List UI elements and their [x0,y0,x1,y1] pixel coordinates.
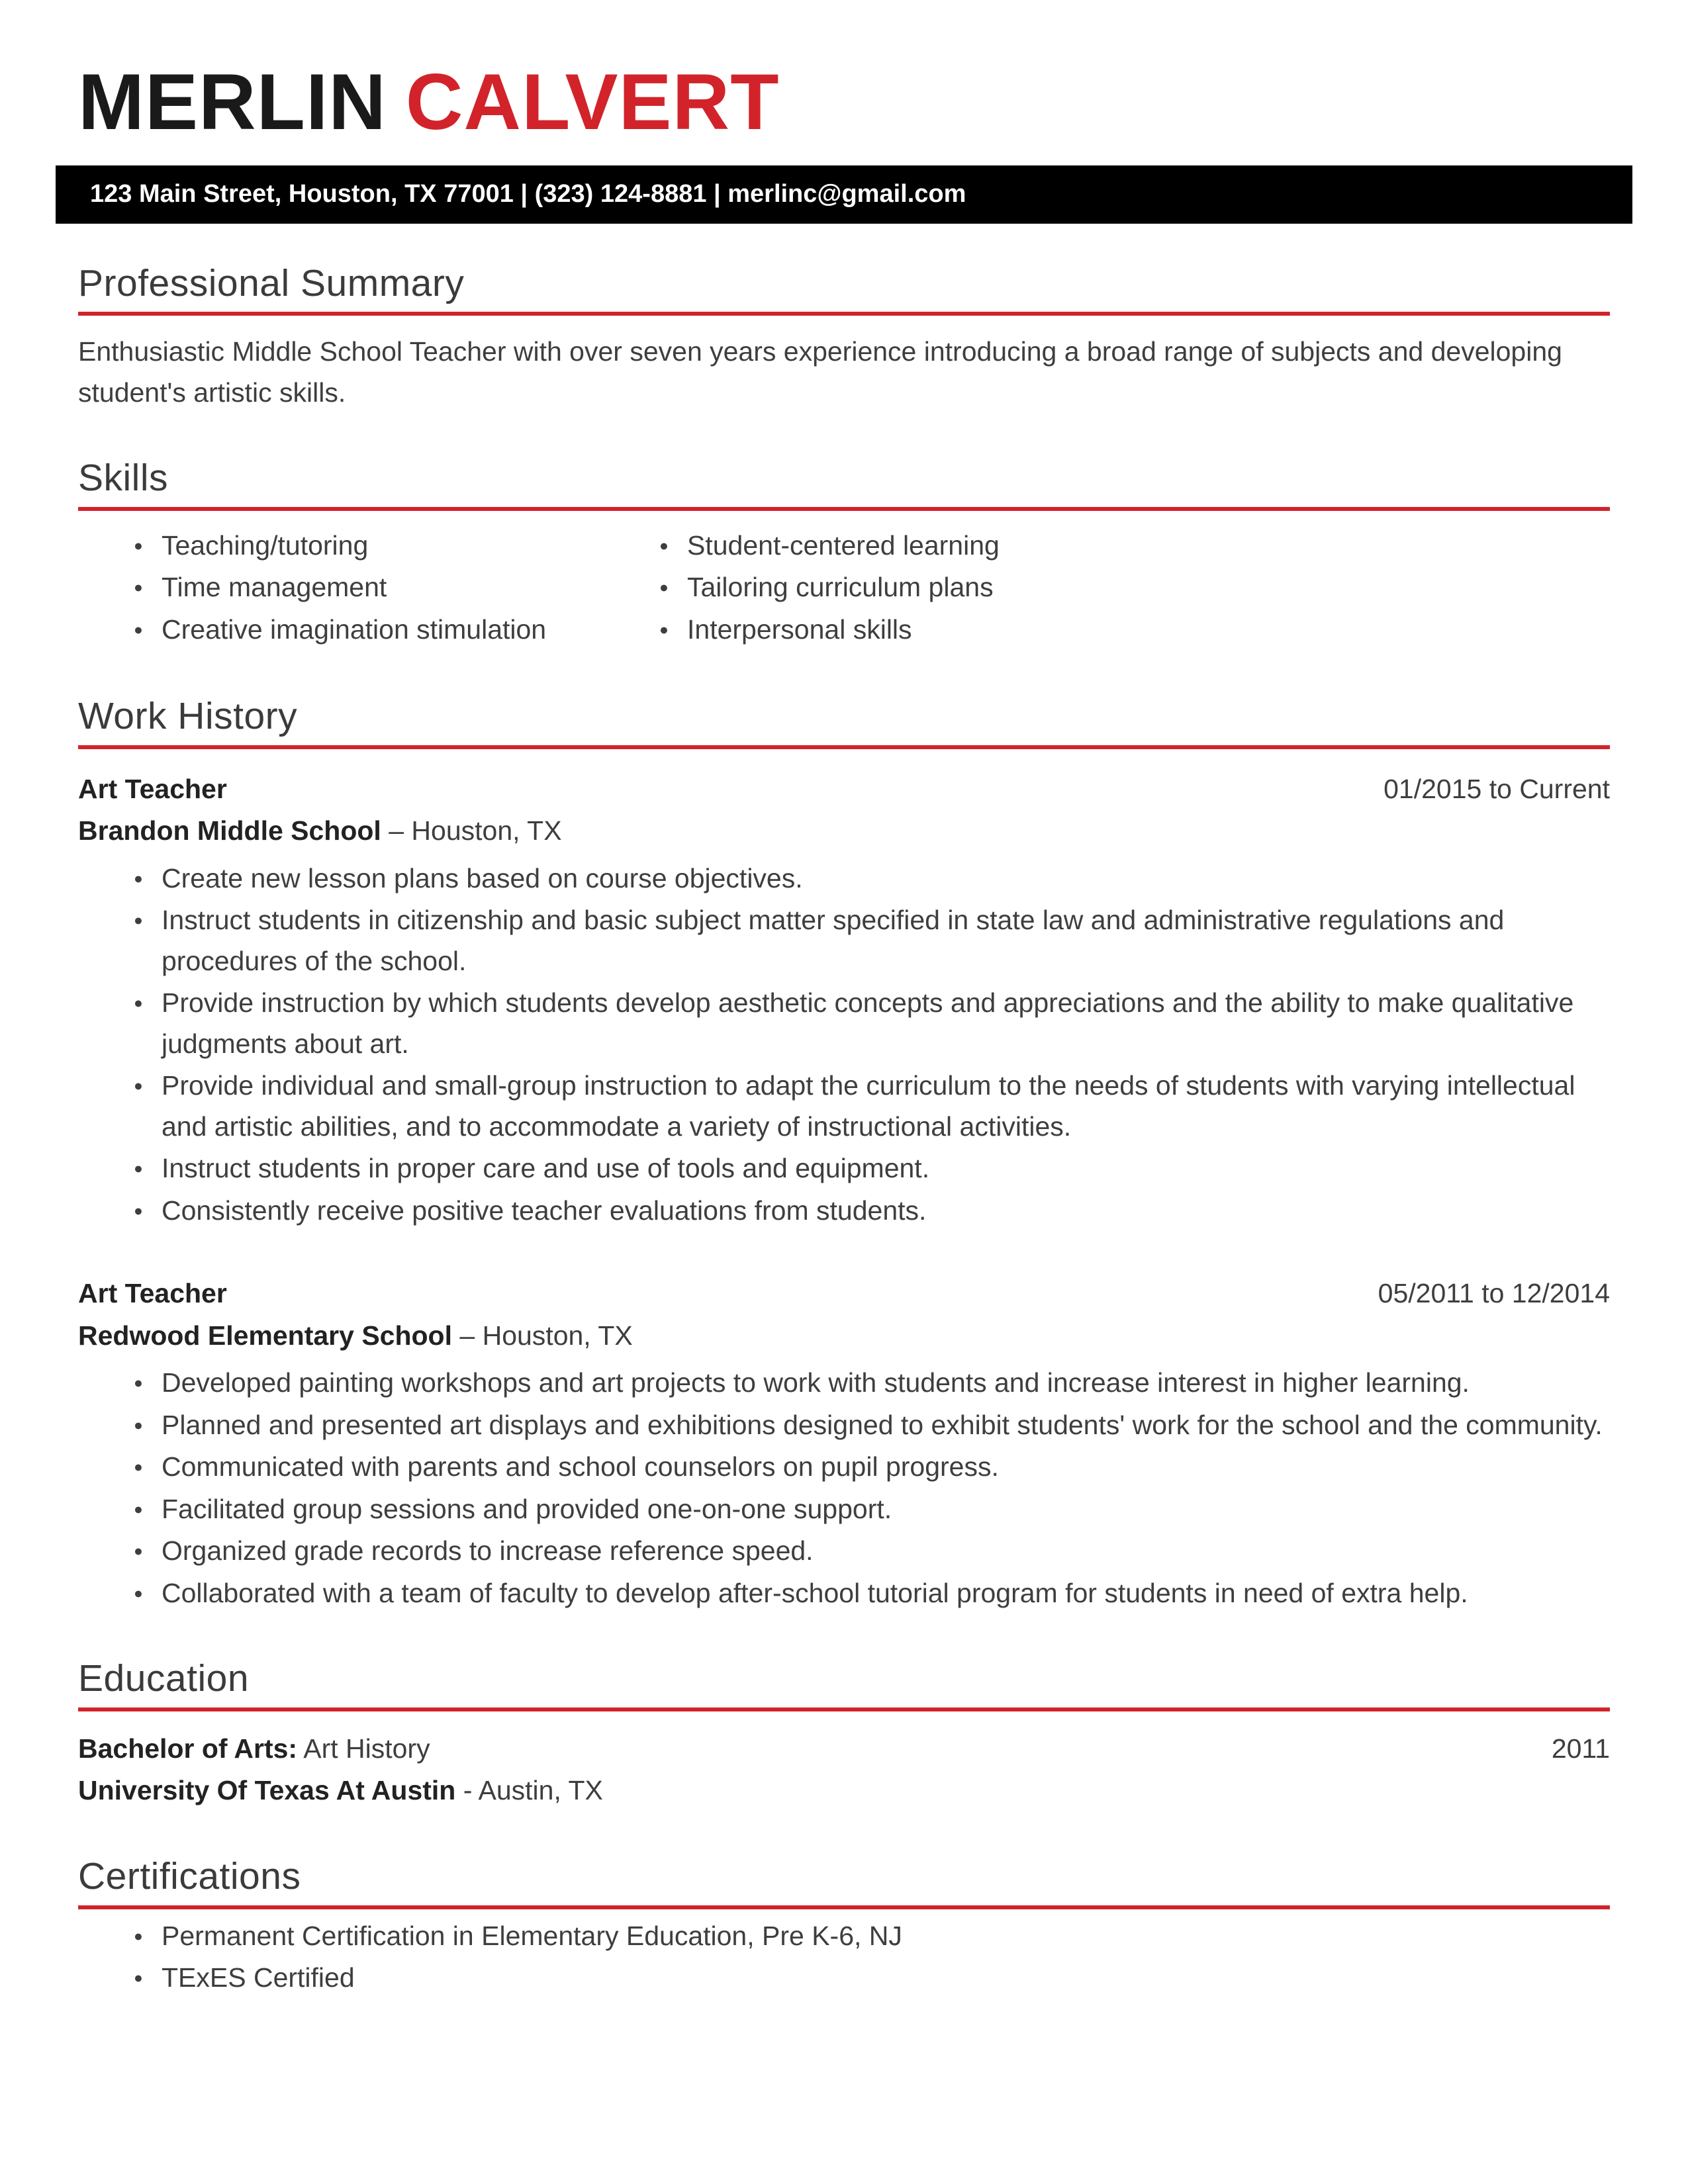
job-entry [78,769,1610,1232]
skills-grid [78,524,1610,652]
job-bullet: ● Instruct students in citizenship and basic subject matter specified in state law and administrative regulations and procedures of the school. [130,900,1610,981]
bullet-icon [130,1489,162,1530]
job-bullet: ● Planned and presented art displays and exhibitions designed to exhibit students' work for the school and the community. [130,1405,1610,1446]
bullet-icon [130,1066,162,1147]
section-title-education: Education [78,1657,1610,1711]
job-bullet: ● Organized grade records to increase reference speed. [130,1531,1610,1572]
education-degree-line [78,1729,1610,1770]
skill-item: ● Tailoring curriculum plans [655,567,1610,608]
contact-bar [56,165,1632,224]
job-title: Art Teacher [78,1278,227,1309]
job-bullet: ● Provide instruction by which students develop aesthetic concepts and appreciations and the ability to make qualitative judgments about art. [130,983,1610,1064]
contact-info: 123 Main Street, Houston, TX 77001 | (323) 124-8881 | merlinc@gmail.com [90,180,966,208]
bullet-icon [130,1405,162,1446]
bullet-icon [130,900,162,981]
bullet-icon [130,1531,162,1572]
school-name: University Of Texas At Austin [78,1775,456,1806]
bullet-icon [130,567,162,608]
degree-line-left [78,1729,430,1770]
skill-item: ● Creative imagination stimulation [130,610,655,651]
job-header [78,769,1610,810]
job-bullet: ● Developed painting workshops and art projects to work with students and increase interest in higher learning. [130,1363,1610,1404]
bullet-icon [130,983,162,1064]
skills-column-1 [78,524,655,652]
employer-line [78,1316,1610,1357]
skill-item: ● Interpersonal skills [655,610,1610,651]
job-title: Art Teacher [78,773,227,804]
job-entry [78,1273,1610,1614]
skill-item: ● Teaching/tutoring [130,525,655,567]
bullet-icon [130,1958,162,1999]
skill-item: ● Time management [130,567,655,608]
bullet-icon [130,1148,162,1189]
certification-item: ● TExES Certified [130,1958,1610,1999]
school-location: - Austin, TX [455,1775,603,1806]
job-dates: 05/2011 to 12/2014 [1378,1278,1610,1309]
bullet-icon [130,610,162,651]
bullet-icon [130,1191,162,1232]
job-bullet: ● Create new lesson plans based on course objectives. [130,858,1610,899]
section-title-summary: Professional Summary [78,262,1610,316]
bullet-icon [130,1447,162,1488]
candidate-first-name: MERLIN [78,58,387,146]
section-title-work-history: Work History [78,695,1610,749]
education-school-line [78,1770,1610,1811]
section-title-skills: Skills [78,457,1610,511]
bullet-icon [130,1363,162,1404]
job-dates: 01/2015 to Current [1383,773,1610,804]
job-bullet: ● Provide individual and small-group instruction to adapt the curriculum to the needs of students with varying intellectual and artistic abilities, and to accommodate a variety of instructional activities. [130,1066,1610,1147]
bullet-icon [655,525,687,567]
bullet-icon [130,1916,162,1957]
graduation-year: 2011 [1551,1733,1610,1764]
degree-field: Art History [297,1733,430,1764]
bullet-icon [655,567,687,608]
summary-text: Enthusiastic Middle School Teacher with over seven years experience introducing a broad range of subjects and developing student's artistic skills. [78,336,1562,408]
degree-name: Bachelor of Arts: [78,1733,298,1764]
job-header [78,1273,1610,1314]
job-bullet: ● Consistently receive positive teacher evaluations from students. [130,1191,1610,1232]
bullet-icon [130,525,162,567]
job-bullet: ● Collaborated with a team of faculty to develop after-school tutorial program for students in need of extra help. [130,1573,1610,1614]
skills-column-2 [655,524,1610,652]
candidate-name [0,58,1688,146]
employer-name: Redwood Elementary School [78,1320,452,1351]
candidate-last-name: CALVERT [405,58,780,146]
bullet-icon [130,858,162,899]
bullet-icon [130,1573,162,1614]
job-bullet: ● Instruct students in proper care and use of tools and equipment. [130,1148,1610,1189]
certification-item: ● Permanent Certification in Elementary Education, Pre K-6, NJ [130,1916,1610,1957]
skill-item: ● Student-centered learning [655,525,1610,567]
job-location: – Houston, TX [452,1320,633,1351]
resume-body [0,262,1688,1999]
job-bullet: ● Facilitated group sessions and provided one-on-one support. [130,1489,1610,1530]
section-title-certifications: Certifications [78,1855,1610,1909]
job-location: – Houston, TX [381,815,562,846]
employer-line [78,811,1610,852]
job-bullet: ● Communicated with parents and school counselors on pupil progress. [130,1447,1610,1488]
bullet-icon [655,610,687,651]
employer-name: Brandon Middle School [78,815,381,846]
